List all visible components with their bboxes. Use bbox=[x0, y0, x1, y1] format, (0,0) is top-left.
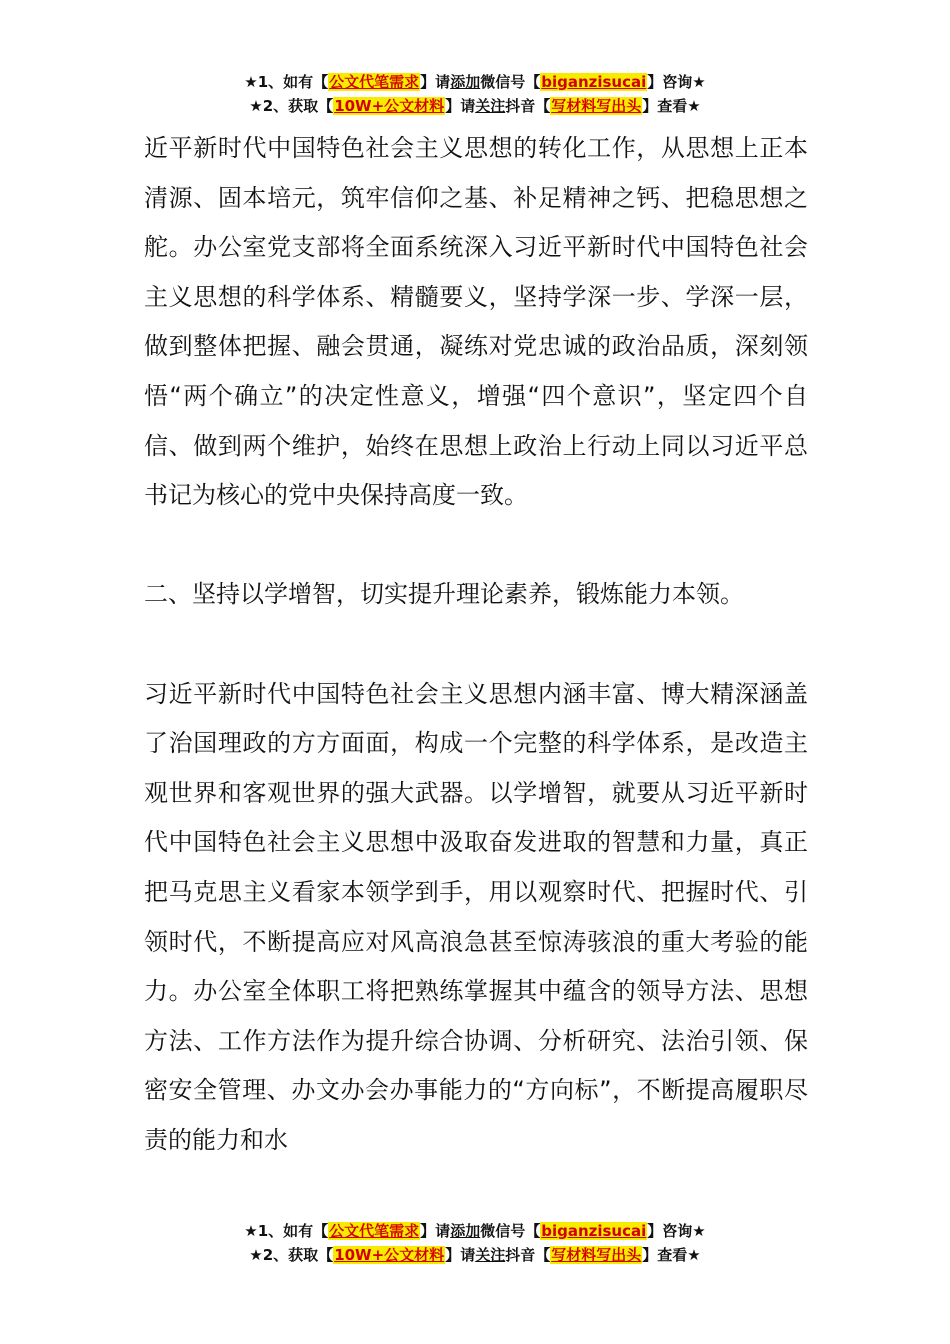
paragraph-spacer bbox=[144, 521, 808, 571]
promo-line-1 bbox=[0, 70, 950, 94]
promo-text: 微信号【 bbox=[480, 73, 541, 91]
promo-highlight: 公文代笔需求 bbox=[329, 73, 420, 91]
paragraph-spacer bbox=[144, 620, 808, 670]
promo-underline: 添加 bbox=[450, 73, 481, 91]
promo-highlight: 10W+公文材料 bbox=[334, 97, 445, 115]
promo-text: 抖音【 bbox=[505, 97, 551, 115]
promo-text: 微信号【 bbox=[480, 1222, 541, 1240]
promo-underline: 关注 bbox=[475, 97, 506, 115]
promo-line-2 bbox=[0, 94, 950, 118]
header-promo-banner bbox=[0, 70, 950, 118]
promo-highlight: 写材料写出头 bbox=[551, 97, 642, 115]
document-body bbox=[144, 124, 808, 1165]
promo-line-2 bbox=[0, 1243, 950, 1267]
body-paragraph-1: 近平新时代中国特色社会主义思想的转化工作，从思想上正本清源、固本培元，筑牢信仰之基、补足精神之钙、把稳思想之舵。办公室党支部将全面系统深入习近平新时代中国特色社会主义思想的科学体系、精髓要义，坚持学深一步、学深一层，做到整体把握、融会贯通，凝练对党忠诚的政治品质，深刻领悟“两个确立”的决定性意义，增强“四个意识”，坚定四个自信、做到两个维护，始终在思想上政治上行动上同以习近平总书记为核心的党中央保持高度一致。 bbox=[144, 134, 808, 510]
promo-text: 】查看★ bbox=[642, 97, 701, 115]
promo-text: ★1、如有【 bbox=[244, 1222, 329, 1240]
promo-text: 】请 bbox=[420, 1222, 451, 1240]
promo-line-1 bbox=[0, 1219, 950, 1243]
promo-text: ★1、如有【 bbox=[244, 73, 329, 91]
promo-text: 】查看★ bbox=[642, 1246, 701, 1264]
promo-text: 】请 bbox=[420, 73, 451, 91]
promo-text: ★2、获取【 bbox=[249, 1246, 334, 1264]
promo-text: 】请 bbox=[445, 1246, 476, 1264]
footer-promo-banner bbox=[0, 1219, 950, 1267]
promo-highlight: biganzisucai bbox=[541, 1222, 647, 1240]
promo-text: ★2、获取【 bbox=[249, 97, 334, 115]
promo-text: 】请 bbox=[445, 97, 476, 115]
promo-text: 】咨询★ bbox=[647, 1222, 706, 1240]
promo-text: 抖音【 bbox=[505, 1246, 551, 1264]
promo-highlight: biganzisucai bbox=[541, 73, 647, 91]
promo-highlight: 写材料写出头 bbox=[551, 1246, 642, 1264]
promo-underline: 添加 bbox=[450, 1222, 481, 1240]
promo-highlight: 10W+公文材料 bbox=[334, 1246, 445, 1264]
section-heading-2: 二、坚持以学增智，切实提升理论素养，锻炼能力本领。 bbox=[144, 580, 744, 609]
body-paragraph-2: 习近平新时代中国特色社会主义思想内涵丰富、博大精深涵盖了治国理政的方方面面，构成一个完整的科学体系，是改造主观世界和客观世界的强大武器。以学增智，就要从习近平新时代中国特色社会主义思想中汲取奋发进取的智慧和力量，真正把马克思主义看家本领学到手，用以观察时代、把握时代、引领时代，不断提高应对风高浪急甚至惊涛骇浪的重大考验的能力。办公室全体职工将把熟练掌握其中蕴含的领导方法、思想方法、工作方法作为提升综合协调、分析研究、法治引领、保密安全管理、办文办会办事能力的“方向标”，不断提高履职尽责的能力和水 bbox=[144, 679, 808, 1154]
promo-text: 】咨询★ bbox=[647, 73, 706, 91]
promo-highlight: 公文代笔需求 bbox=[329, 1222, 420, 1240]
promo-underline: 关注 bbox=[475, 1246, 506, 1264]
